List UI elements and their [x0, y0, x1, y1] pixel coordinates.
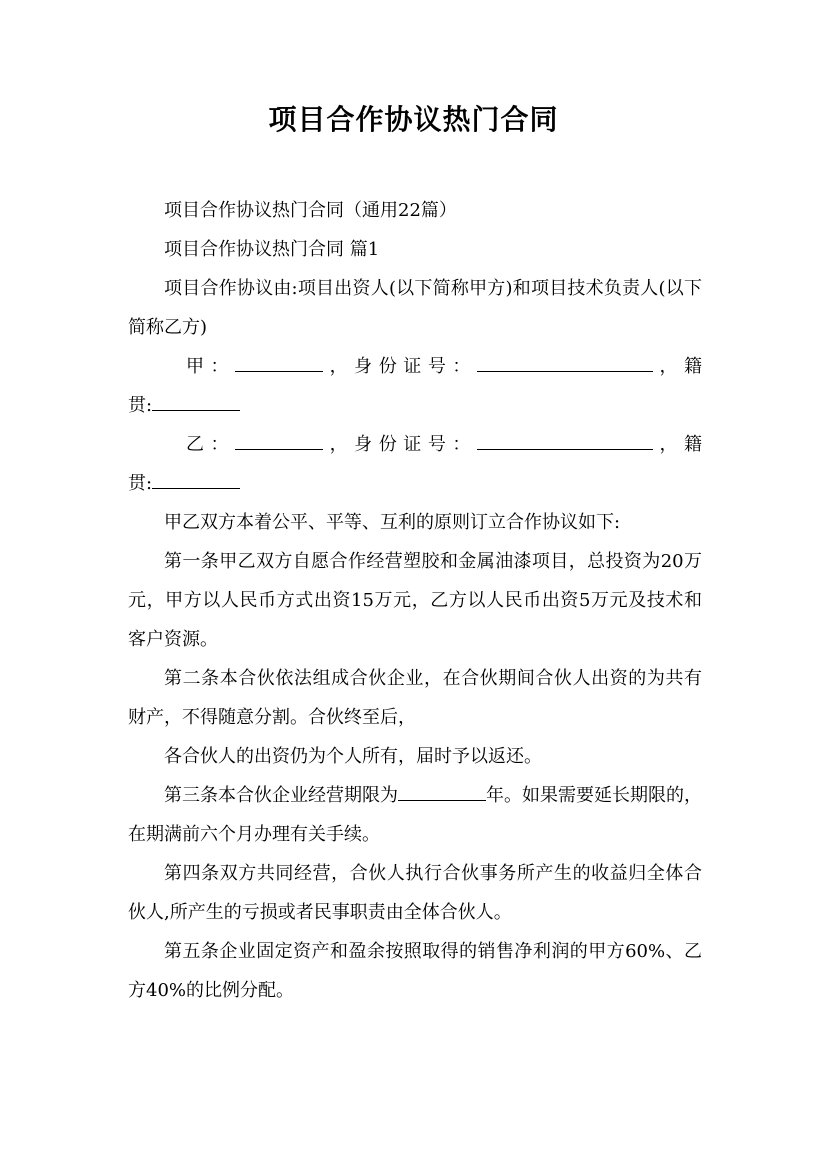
article-3-paragraph	[128, 776, 702, 854]
principle-paragraph: 甲乙双方本着公平、平等、互利的原则订立合作协议如下:	[164, 512, 621, 533]
party-a-name-label: 甲：	[186, 356, 236, 377]
party-b-id-blank	[477, 427, 653, 450]
party-b-origin-row	[128, 464, 702, 503]
party-b-origin-blank	[152, 466, 240, 489]
article-3-after: 年。如果需要延长期限的，在期满前六个月办理有关手续。	[128, 785, 702, 845]
party-a-origin-row	[128, 386, 702, 425]
party-a-name-blank	[235, 349, 323, 372]
subtitle-paragraph: 项目合作协议热门合同（通用22篇）	[164, 200, 457, 221]
party-b-name-label: 乙：	[186, 434, 236, 455]
article-4-paragraph: 第四条双方共同经营，合伙人执行合伙事务所产生的收益归全体合伙人,所产生的亏损或者民事职责由全体合伙人。	[128, 863, 702, 923]
party-a-id-blank	[477, 349, 653, 372]
article-3-term-blank	[398, 778, 486, 801]
article-1-paragraph: 第一条甲乙双方自愿合作经营塑胶和金属油漆项目，总投资为20万元，甲方以人民币方式出资15万元，乙方以人民币出资5万元及技术和客户资源。	[128, 551, 702, 650]
document-title: 项目合作协议热门合同	[268, 103, 559, 136]
article-2-cont-paragraph: 各合伙人的出资仍为个人所有，届时予以返还。	[164, 746, 542, 767]
article-3-before: 第三条本合伙企业经营期限为	[164, 785, 398, 806]
party-a-origin-blank	[152, 388, 240, 411]
party-b-origin-label: ，籍	[652, 434, 703, 455]
section-heading: 项目合作协议热门合同 篇1	[164, 239, 380, 260]
document-body	[128, 191, 702, 1010]
party-b-row	[128, 425, 702, 464]
party-a-id-label: ，身份证号：	[323, 356, 477, 377]
party-b-id-label: ，身份证号：	[323, 434, 477, 455]
article-2-paragraph: 第二条本合伙依法组成合伙企业，在合伙期间合伙人出资的为共有财产，不得随意分割。合伙终至后，	[128, 668, 702, 728]
article-5-paragraph: 第五条企业固定资产和盈余按照取得的销售净利润的甲方60%、乙方40%的比例分配。	[128, 941, 702, 1001]
intro-paragraph: 项目合作协议由:项目出资人(以下简称甲方)和项目技术负责人(以下简称乙方)	[128, 278, 702, 338]
party-b-origin-cont: 贯:	[128, 473, 153, 494]
party-b-name-blank	[235, 427, 323, 450]
party-a-origin-cont: 贯:	[128, 395, 153, 416]
party-a-row	[128, 347, 702, 386]
party-a-origin-label: ，籍	[652, 356, 703, 377]
